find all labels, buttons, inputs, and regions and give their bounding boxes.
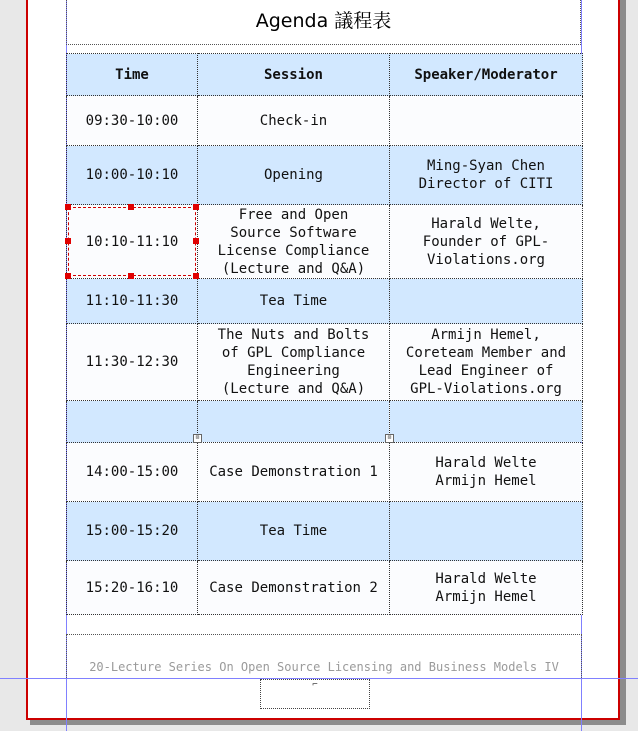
table-row bbox=[67, 205, 583, 279]
footer-text: 20-Lecture Series On Open Source Licensing and Business Models IV bbox=[89, 660, 559, 674]
cell-time[interactable]: 09:30-10:00 bbox=[67, 96, 198, 146]
cell-session[interactable]: Tea Time bbox=[198, 279, 390, 324]
page-title: Agenda 議程表 bbox=[255, 10, 392, 32]
cell-session[interactable]: Free and Open Source Software License Compliance (Lecture and Q&A) bbox=[198, 205, 390, 279]
table-row bbox=[67, 443, 583, 502]
header-speaker[interactable]: Speaker/Moderator bbox=[390, 54, 583, 96]
resize-handle-s[interactable] bbox=[128, 273, 134, 279]
cell-speaker[interactable]: Harald Welte Armijn Hemel bbox=[390, 443, 583, 502]
resize-handle-nw[interactable] bbox=[65, 204, 71, 210]
cell-speaker[interactable] bbox=[390, 96, 583, 146]
footer-frame[interactable] bbox=[66, 634, 582, 678]
cell-session[interactable]: Opening bbox=[198, 146, 390, 205]
page-number-field[interactable] bbox=[260, 679, 370, 709]
cell-time-text: 10:10-11:10 bbox=[85, 233, 179, 250]
table-row bbox=[67, 96, 583, 146]
cell-session[interactable]: Check-in bbox=[198, 96, 390, 146]
cell-session[interactable]: The Nuts and Bolts of GPL Compliance Engineering (Lecture and Q&A) bbox=[198, 324, 390, 401]
cell-time[interactable]: 15:20-16:10 bbox=[67, 561, 198, 615]
title-frame[interactable] bbox=[66, 0, 581, 45]
table-row bbox=[67, 561, 583, 615]
cell-session[interactable]: Case Demonstration 2 bbox=[198, 561, 390, 615]
cell-speaker[interactable] bbox=[390, 279, 583, 324]
cell-time[interactable]: 10:00-10:10 bbox=[67, 146, 198, 205]
resize-handle-n[interactable] bbox=[128, 204, 134, 210]
cell-time[interactable]: 14:00-15:00 bbox=[67, 443, 198, 502]
table-row bbox=[67, 502, 583, 561]
cell-time[interactable] bbox=[67, 401, 198, 443]
resize-handle-sw[interactable] bbox=[65, 273, 71, 279]
header-session[interactable]: Session bbox=[198, 54, 390, 96]
header-time[interactable]: Time bbox=[67, 54, 198, 96]
cell-session[interactable] bbox=[195, 401, 390, 443]
page-number-marker: ⌐ bbox=[312, 680, 318, 690]
cell-speaker[interactable] bbox=[390, 502, 583, 561]
cell-speaker[interactable] bbox=[387, 401, 583, 443]
resize-handle-w[interactable] bbox=[65, 238, 71, 244]
cell-session[interactable]: Tea Time bbox=[198, 502, 390, 561]
table-row bbox=[67, 146, 583, 205]
table-row bbox=[67, 279, 583, 324]
agenda-table[interactable] bbox=[66, 53, 583, 615]
cell-time-selected[interactable] bbox=[67, 205, 198, 279]
cell-speaker[interactable]: Harald Welte, Founder of GPL- Violations.org bbox=[390, 205, 583, 279]
cell-speaker[interactable]: Ming-Syan Chen Director of CITI bbox=[390, 146, 583, 205]
resize-handle-ne[interactable] bbox=[193, 204, 199, 210]
resize-handle-se[interactable] bbox=[193, 273, 199, 279]
anchor-icon[interactable]: ⊠ bbox=[385, 434, 394, 443]
cell-session[interactable]: Case Demonstration 1 bbox=[198, 443, 390, 502]
cell-time[interactable]: 15:00-15:20 bbox=[67, 502, 198, 561]
table-row bbox=[67, 324, 583, 401]
cell-time[interactable]: 11:30-12:30 bbox=[67, 324, 198, 401]
resize-handle-e[interactable] bbox=[193, 238, 199, 244]
table-row bbox=[67, 401, 583, 443]
cell-speaker[interactable]: Armijn Hemel, Coreteam Member and Lead Engineer of GPL-Violations.org bbox=[390, 324, 583, 401]
cell-speaker[interactable]: Harald Welte Armijn Hemel bbox=[390, 561, 583, 615]
anchor-icon[interactable]: ⊠ bbox=[193, 434, 202, 443]
cell-time[interactable]: 11:10-11:30 bbox=[67, 279, 198, 324]
